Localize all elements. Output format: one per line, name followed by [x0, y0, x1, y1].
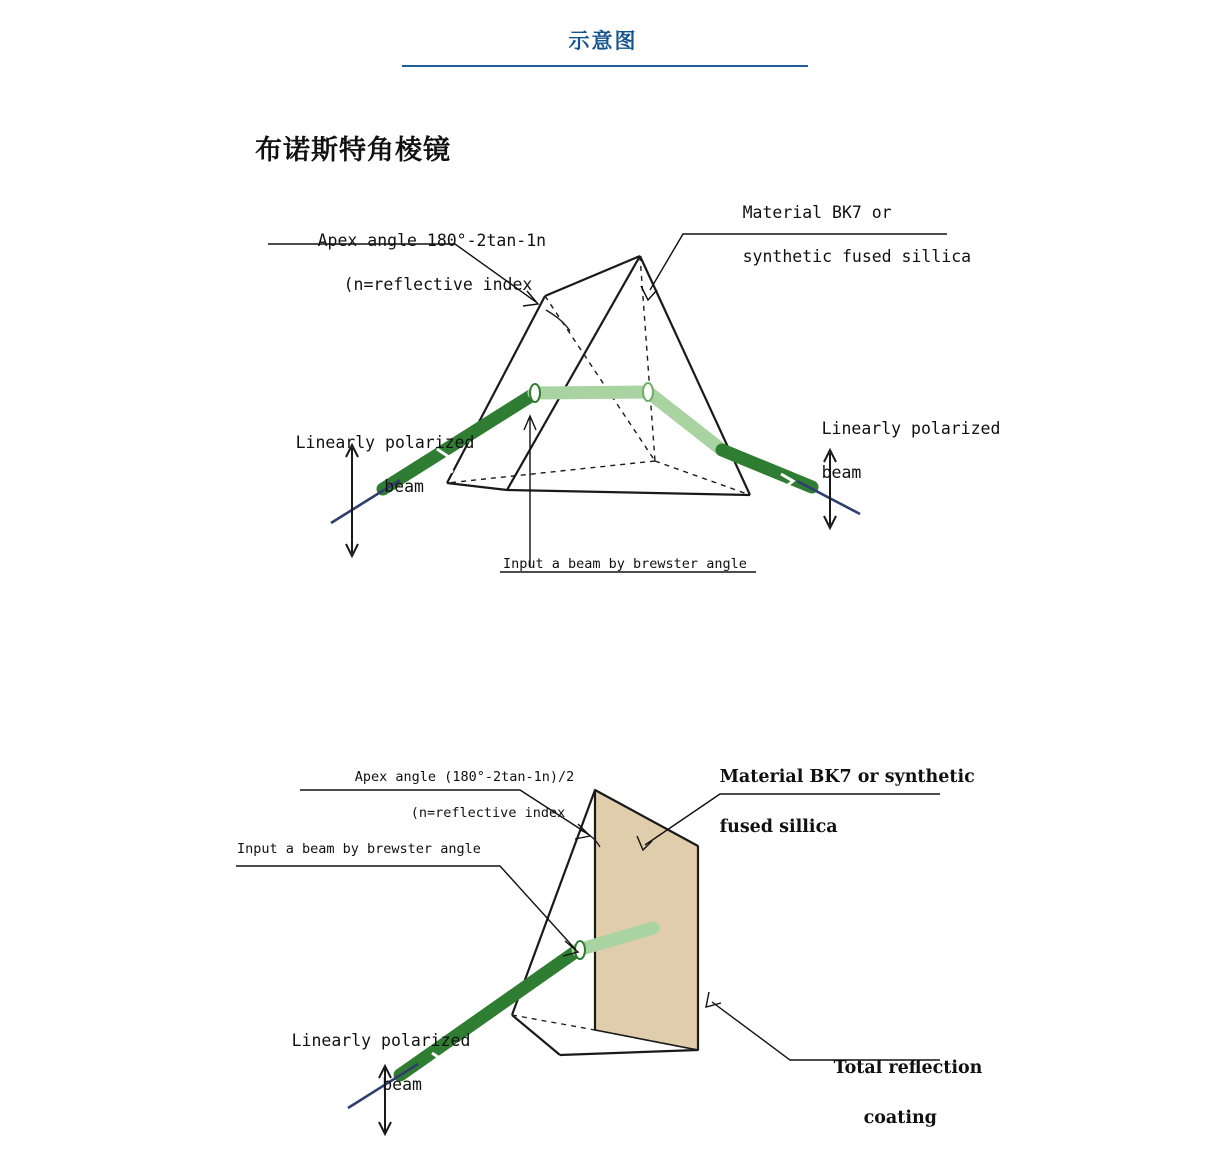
coating-line2: coating: [863, 1108, 937, 1128]
label-material-1: [683, 180, 971, 290]
label-input-beam-1: Input a beam by brewster angle: [503, 556, 747, 572]
page-title: 示意图: [568, 29, 638, 53]
material-2-line1: Material BK7 or synthetic: [719, 767, 975, 787]
beam-in-2-line1: Linearly polarized: [291, 1031, 471, 1050]
material-2-line2: fused sillica: [719, 817, 838, 837]
apex-angle-tick-1: [546, 310, 570, 331]
label-apex-angle-2: [306, 750, 574, 840]
label-apex-angle-1: [258, 208, 546, 318]
figure1-title: 布诺斯特角棱镜: [255, 135, 451, 166]
label-input-beam-2: Input a beam by brewster angle: [237, 841, 481, 857]
figure-half-brewster-prism: [0, 700, 1206, 1160]
label-material-2: [683, 740, 975, 865]
label-beam-in-2: [232, 1008, 471, 1118]
apex-angle-line2: (n=reflective index: [343, 275, 533, 294]
label-beam-out-1: [762, 396, 1000, 506]
apex-angle-2-line1: Apex angle (180°-2tan-1n)/2: [354, 769, 575, 785]
material-line2: synthetic fused sillica: [742, 247, 972, 266]
figure2-drawing: [0, 700, 1206, 1160]
beam-in-2-line2: beam: [382, 1075, 422, 1094]
label-beam-in-1: [236, 410, 475, 520]
beam-out-line2: beam: [821, 463, 862, 482]
apex-angle-line1: Apex angle 180°-2tan-1n: [317, 231, 547, 250]
beam-in-line2: beam: [384, 477, 424, 496]
material-line1: Material BK7 or: [742, 203, 892, 222]
coating-line1: Total reflection: [833, 1058, 983, 1078]
label-total-reflection-coating: [797, 1031, 982, 1156]
beam-in-line1: Linearly polarized: [295, 433, 475, 452]
apex-angle-2-line2: (n=reflective index: [410, 805, 566, 821]
beam-out-line1: Linearly polarized: [821, 419, 1001, 438]
